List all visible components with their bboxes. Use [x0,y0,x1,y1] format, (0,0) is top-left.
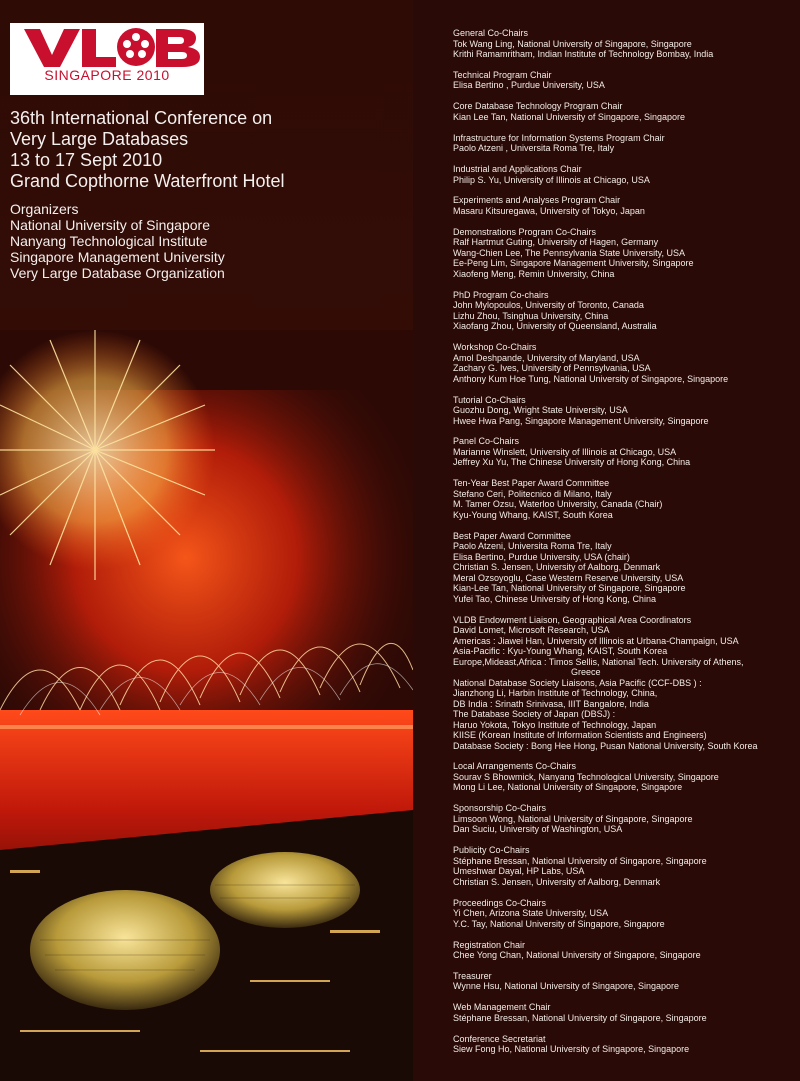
committee-member: Guozhu Dong, Wright State University, USA [453,405,628,416]
logo-subtitle: SINGAPORE 2010 [44,67,170,83]
committee-member: David Lomet, Microsoft Research, USA [453,625,610,636]
committee-section [453,164,798,185]
committee-member: Ee-Peng Lim, Singapore Management University, Singapore [453,258,694,269]
committee-section-title: Sponsorship Co-Chairs [453,803,547,814]
committee-member: Krithi Ramamritham, Indian Institute of Technology Bombay, India [453,49,714,59]
committee-member: Kyu-Young Whang, KAIST, South Korea [453,509,613,520]
committee-member: Xiaofeng Meng, Remin University, China [453,268,615,279]
committee-section-title: Publicity Co-Chairs [453,845,530,856]
committee-member: Greece [571,667,601,678]
committee-section [453,436,798,468]
committee-member: Asia-Pacific : Kyu-Young Whang, KAIST, South Korea [453,646,668,657]
committee-section [453,227,798,280]
committee-member: Y.C. Tay, National University of Singapore, Singapore [453,918,665,929]
committee-member: Sourav S Bhowmick, Nanyang Technological University, Singapore [453,771,719,782]
committee-member: Zachary G. Ives, University of Pennsylvania, USA [453,363,651,374]
committee-section-title: Best Paper Award Committee [453,530,571,541]
committee-member: Marianne Winslett, University of Illinois at Chicago, USA [453,446,677,457]
committee-section-title: Web Management Chair [453,1002,551,1013]
conference-title [10,108,410,192]
committee-section-title: General Co-Chairs [453,28,529,38]
committee-section [453,761,798,793]
committee-section [453,971,798,992]
organizer-item: National University of Singapore [10,217,210,233]
committee-section-title: Core Database Technology Program Chair [453,101,623,112]
committee-member: Yi Chen, Arizona State University, USA [453,908,609,919]
committee-member: National Database Society Liaisons, Asia Pacific (CCF-DBS ) : [453,677,702,688]
committee-section [453,803,798,835]
committee-section [453,342,798,384]
committee-member: Lizhu Zhou, Tsinghua University, China [453,310,609,321]
organizer-item: Nanyang Technological Institute [10,233,208,249]
committee-member: Yufei Tao, Chinese University of Hong Kong, China [453,593,656,604]
committee-section-title: Ten-Year Best Paper Award Committee [453,478,610,489]
title-line-4: Grand Copthorne Waterfront Hotel [10,171,285,191]
title-line-1: 36th International Conference on [10,108,273,128]
committee-member: Database Society : Bong Hee Hong, Pusan National University, South Korea [453,740,758,751]
title-line-2: Very Large Databases [10,129,189,149]
committee-member: Paolo Atzeni, Universita Roma Tre, Italy [453,541,612,552]
committee-section [453,28,798,60]
organizers-heading: Organizers [10,201,79,217]
committee-member: Hwee Hwa Pang, Singapore Management University, Singapore [453,415,709,426]
committee-section [453,478,798,520]
committee-section-title: Experiments and Analyses Program Chair [453,195,621,206]
committee-member: Jianzhong Li, Harbin Institute of Technology, China, [453,688,658,699]
committee-member: Dan Suciu, University of Washington, USA [453,824,623,835]
committee-section-title: PhD Program Co-chairs [453,289,549,300]
committee-section-title: Local Arrangements Co-Chairs [453,761,577,772]
committee-member: Haruo Yokota, Tokyo Institute of Technology, Japan [453,719,657,730]
committee-member: The Database Society of Japan (DBSJ) : [453,709,616,720]
committee-section-title: Registration Chair [453,939,526,950]
committee-member: Wynne Hsu, National University of Singapore, Singapore [453,981,680,992]
committee-member: Christian S. Jensen, University of Aalborg, Denmark [453,876,661,887]
title-line-3: 13 to 17 Sept 2010 [10,150,163,170]
committee-section-title: Technical Program Chair [453,69,552,80]
committee-member: Philip S. Yu, University of Illinois at Chicago, USA [453,174,650,185]
organizer-item: Very Large Database Organization [10,265,225,281]
esplanade-dome-right [210,852,360,928]
committee-section-title: Workshop Co-Chairs [453,342,537,353]
committee-member: Amol Deshpande, University of Maryland, USA [453,352,640,363]
committee-member: Anthony Kum Hoe Tung, National University of Singapore, Singapore [453,373,729,384]
committee-section [453,290,798,332]
committee-member: Limsoon Wong, National University of Singapore, Singapore [453,813,693,824]
committee-section [453,133,798,154]
fireworks-photo [0,330,413,1081]
committee-member: Jeffrey Xu Yu, The Chinese University of Hong Kong, China [453,457,691,468]
committee-member: Siew Fong Ho, National University of Singapore, Singapore [453,1044,690,1055]
committee-member: Kian-Lee Tan, National University of Singapore, Singapore [453,583,686,594]
committee-section-title: VLDB Endowment Liaison, Geographical Area Coordinators [453,614,692,625]
committee-section [453,845,798,887]
vldb-logo [10,23,204,95]
committee-section-title: Infrastructure for Information Systems Program Chair [453,132,665,143]
committee-section-title: Tutorial Co-Chairs [453,394,526,405]
committee-section-title: Conference Secretariat [453,1033,546,1044]
committee-member: Wang-Chien Lee, The Pennsylvania State University, USA [453,247,685,258]
committee-member: Paolo Atzeni , Universita Roma Tre, Italy [453,143,615,154]
committee-member: Kian Lee Tan, National University of Singapore, Singapore [453,111,685,122]
committee-section [453,70,798,91]
committee-section [453,395,798,427]
committee-section [453,898,798,930]
committee-section [453,1034,798,1055]
committee-member: Europe,Mideast,Africa : Timos Sellis, National Tech. University of Athens, [453,656,744,667]
logo-letter-l [82,29,116,67]
committee-member: Tok Wang Ling, National University of Singapore, Singapore [453,38,692,49]
committee-member: Elisa Bertino , Purdue University, USA [453,80,605,91]
committee-member: John Mylopoulos, University of Toronto, Canada [453,300,644,311]
committee-member: Ralf Hartmut Guting, University of Hagen, Germany [453,237,659,248]
committee-section [453,1002,798,1023]
committee-member: Americas : Jiawei Han, University of Illinois at Urbana-Champaign, USA [453,635,739,646]
committee-member: Stéphane Bressan, National University of Singapore, Singapore [453,1012,707,1023]
logo-letter-v [24,29,80,67]
committee-member: Elisa Bertino, Purdue University, USA (chair) [453,551,630,562]
organizers-block [10,201,410,281]
committee-section [453,940,798,961]
committee-member: Stéphane Bressan, National University of Singapore, Singapore [453,855,707,866]
organizing-committee-list [453,28,798,1065]
vldb-wordmark-icon [10,23,204,69]
committee-section [453,615,798,752]
committee-member: Christian S. Jensen, University of Aalborg, Denmark [453,562,661,573]
logo-letter-b [156,29,200,67]
committee-section [453,531,798,605]
committee-member: Xiaofang Zhou, University of Queensland, Australia [453,321,657,332]
committee-section-title: Demonstrations Program Co-Chairs [453,226,597,237]
committee-member: KIISE (Korean Institute of Information Scientists and Engineers) [453,730,707,741]
committee-member: Meral Ozsoyoglu, Case Western Reserve University, USA [453,572,684,583]
organizer-item: Singapore Management University [10,249,225,265]
committee-section [453,195,798,216]
committee-member: Umeshwar Dayal, HP Labs, USA [453,866,585,877]
committee-section-title: Panel Co-Chairs [453,436,520,447]
committee-section [453,101,798,122]
committee-section-title: Proceedings Co-Chairs [453,897,547,908]
committee-member: Masaru Kitsuregawa, University of Tokyo, Japan [453,205,645,216]
committee-section-title: Treasurer [453,970,492,981]
committee-member: Stefano Ceri, Politecnico di Milano, Italy [453,488,612,499]
committee-member: M. Tamer Ozsu, Waterloo University, Canada (Chair) [453,499,663,510]
esplanade-dome-left [30,890,220,1010]
committee-member: Chee Yong Chan, National University of Singapore, Singapore [453,950,701,961]
committee-member: DB India : Srinath Srinivasa, IIIT Bangalore, India [453,698,649,709]
committee-member: Mong Li Lee, National University of Singapore, Singapore [453,782,683,793]
committee-section-title: Industrial and Applications Chair [453,164,582,175]
